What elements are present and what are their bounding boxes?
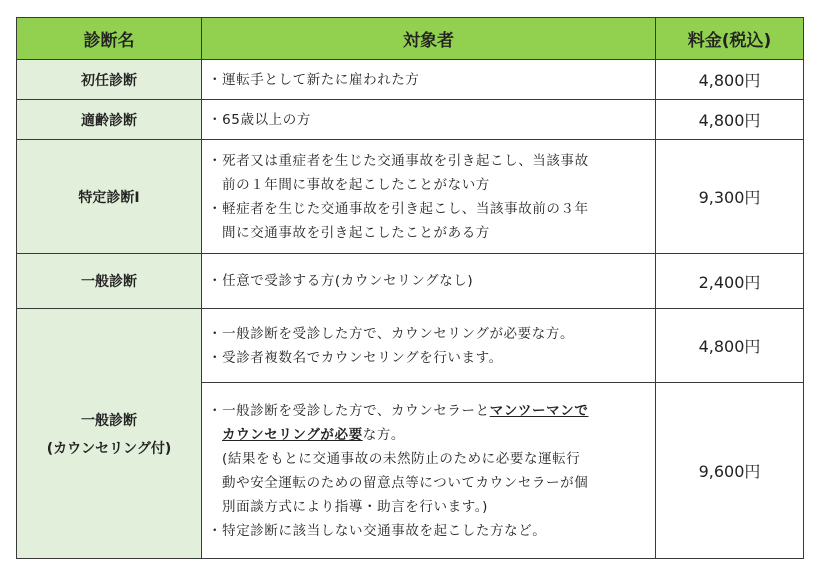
target-line: ・特定診断に該当しない交通事故を起こした方など。 [208, 522, 547, 539]
target-line: ・受診者複数名でカウンセリングを行います。 [208, 349, 503, 366]
row-fee: 4,800円 [656, 309, 804, 383]
target-line: 前の１年間に事故を起こしたことがない方 [222, 176, 490, 193]
row-name-line: 一般診断 [81, 412, 137, 429]
target-text: ・一般診断を受診した方で、カウンセラーと [208, 402, 490, 419]
row-target [202, 309, 656, 383]
diagnosis-fee-table [16, 17, 804, 559]
row-target [202, 254, 656, 309]
row-name [17, 309, 202, 559]
target-line: 間に交通事故を引き起こしたことがある方 [222, 224, 490, 241]
emphasis-text: マンツーマンで [489, 402, 589, 419]
target-line: ・軽症者を生じた交通事故を引き起こし、当該事故前の３年 [208, 200, 589, 217]
table-row [17, 140, 804, 254]
table-row [17, 100, 804, 140]
header-target: 対象者 [202, 18, 656, 60]
row-name: 特定診断Ⅰ [17, 140, 202, 254]
target-text: な方。 [362, 426, 406, 443]
emphasis-text: カウンセリングが必要 [222, 426, 363, 443]
row-fee: 9,600円 [656, 383, 804, 559]
header-fee: 料金(税込) [656, 18, 804, 60]
target-line [208, 399, 649, 423]
row-name: 適齢診断 [17, 100, 202, 140]
target-line: ・65歳以上の方 [208, 111, 311, 128]
row-target [202, 383, 656, 559]
table-row [17, 309, 804, 383]
header-diagnosis-name: 診断名 [17, 18, 202, 60]
row-fee: 2,400円 [656, 254, 804, 309]
row-name: 初任診断 [17, 60, 202, 100]
target-line: 別面談方式により指導・助言を行います。) [222, 498, 488, 515]
row-fee: 9,300円 [656, 140, 804, 254]
header-row [17, 18, 804, 60]
table-row [17, 60, 804, 100]
row-target [202, 140, 656, 254]
target-line: ・任意で受診する方(カウンセリングなし) [208, 273, 474, 289]
row-name-line: (カウンセリング付) [46, 440, 172, 457]
row-target [202, 60, 656, 100]
target-line: 動や安全運転のための留意点等についてカウンセラーが個 [222, 474, 589, 491]
row-fee: 4,800円 [656, 60, 804, 100]
row-fee: 4,800円 [656, 100, 804, 140]
target-line: ・一般診断を受診した方で、カウンセリングが必要な方。 [208, 325, 575, 342]
row-name: 一般診断 [17, 254, 202, 309]
row-target [202, 100, 656, 140]
table-row [17, 254, 804, 309]
target-line: ・死者又は重症者を生じた交通事故を引き起こし、当該事故 [208, 152, 589, 169]
target-line: (結果をもとに交通事故の未然防止のために必要な運転行 [222, 450, 581, 467]
target-line [208, 423, 649, 447]
target-line: ・運転手として新たに雇われた方 [208, 71, 420, 88]
